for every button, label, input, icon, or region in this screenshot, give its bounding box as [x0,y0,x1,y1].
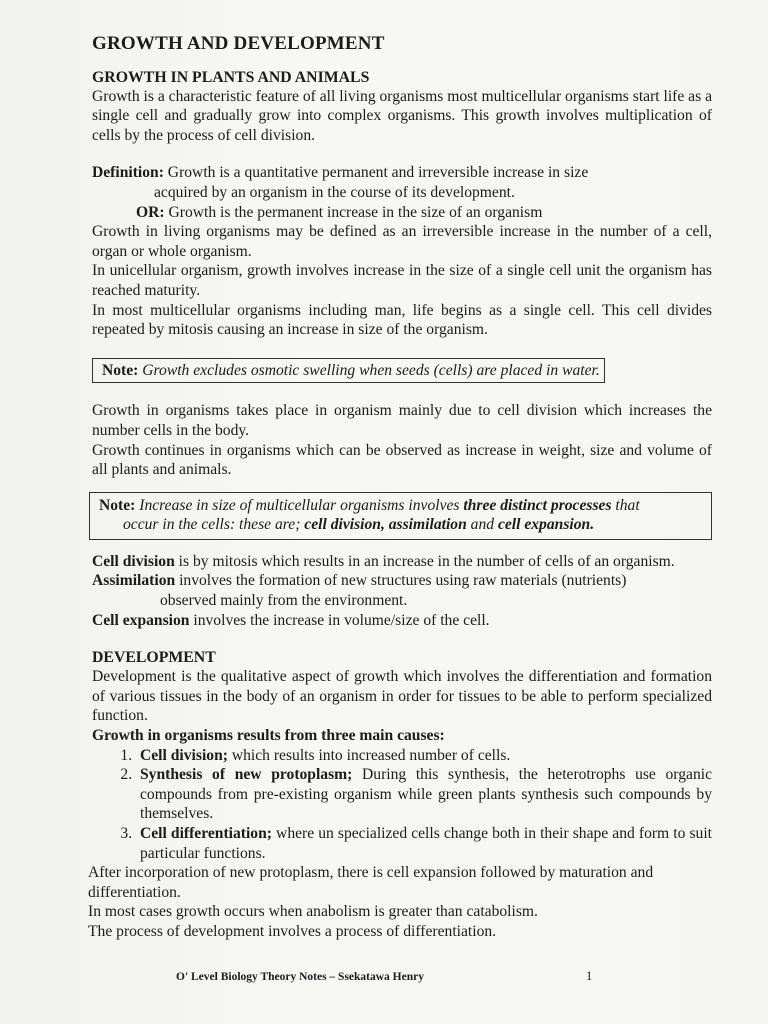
definition-continuation: acquired by an organism in the course of its development. [154,183,515,201]
note2-text-a: Increase in size of multicellular organisms involves [135,496,464,514]
paragraph-differentiation: The process of development involves a process of differentiation. [88,922,497,940]
note-label: Note: [102,361,139,379]
cause-label: Cell differentiation; [140,825,272,842]
note2-bold-c: cell expansion. [497,516,595,534]
intro-paragraph: Growth is a characteristic feature of all living organisms most multicellular organisms start life as a single cell and gradually grow into complex organisms. This growth involves multiplication of cells by the process of cell division. [92,87,712,144]
development-paragraph: Development is the qualitative aspect of growth which involves the differentiation and formation of various tissues in the body of an organism in order for tissues to be able to perform specialized function. [92,668,712,725]
paragraph-cell-division-growth: Growth in organisms takes place in organism mainly due to cell division which increases the number cells in the body. [92,402,712,439]
paragraph-unicellular: In unicellular organism, growth involves increase in the size of a single cell unit the organism has reached maturity. [92,262,712,299]
causes-heading [92,726,712,746]
paragraph-growth-continues: Growth continues in organisms which can be observed as increase in weight, size and volume of all plants and animals. [92,441,712,479]
note-box-osmotic [92,358,605,384]
definition-paragraph [92,163,712,183]
cell-expansion-label: Cell expansion [92,611,190,629]
cell-expansion-definition [92,611,712,631]
paragraph-maturation: After incorporation of new protoplasm, there is cell expansion followed by maturation and differentiation. [88,864,654,901]
paragraph-irreversible: Growth in living organisms may be defined as an irreversible increase in the number of a cell, organ or whole organism. [92,223,712,260]
note2-line2 [90,515,705,535]
note2-label: Note: [99,496,136,514]
list-item [136,765,712,824]
cell-division-definition [92,552,712,572]
or-text: Growth is the permanent increase in the size of an organism [164,203,543,221]
cause-label: Cell division; [140,746,228,764]
cause-text: During this synthesis, the heterotrophs use organic compounds from pre-existing organism while green plants synthesis such compounds by themselves. [140,766,712,823]
section-heading-development: DEVELOPMENT [92,649,216,667]
cause-text: where un specialized cells change both in their shape and form to suit particular functions. [140,825,712,862]
note2-bold-a: three distinct processes [463,496,612,514]
note2-text-c: and [466,516,498,534]
assimilation-text: involves the formation of new structures using raw materials (nutrients) [175,572,627,590]
note2-text-b: that [611,496,640,514]
list-item [136,824,712,863]
page-title: GROWTH AND DEVELOPMENT [92,33,385,54]
page-number: 1 [586,969,593,983]
paragraph-anabolism: In most cases growth occurs when anabolism is greater than catabolism. [88,903,538,921]
paragraph-multicellular: In most multicellular organisms including man, life begins as a single cell. This cell divides repeated by mitosis causing an increase in size of the organism. [92,301,712,339]
cell-division-label: Cell division [92,552,175,570]
note2-bold-b: cell division, assimilation [304,516,467,534]
assimilation-continuation: observed mainly from the environment. [160,592,408,610]
cause-text: which results into increased number of cells. [227,746,511,764]
definition-text: Growth is a quantitative permanent and irreversible increase in size [163,164,589,182]
or-definition [92,203,712,223]
cell-division-text: is by mitosis which results in an increase in the number of cells of an organism. [174,552,675,570]
cause-label: Synthesis of new protoplasm; [140,766,353,784]
note-text: Growth excludes osmotic swelling when seeds (cells) are placed in water. [138,361,600,379]
definition-label: Definition: [92,164,164,182]
note-box-processes [89,492,712,540]
causes-list [92,746,712,864]
footer-text: O' Level Biology Theory Notes – Ssekatawa Henry [176,971,424,983]
or-label: OR: [136,203,165,221]
assimilation-definition [92,571,712,591]
causes-heading-text: Growth in organisms results from three main causes: [92,727,445,745]
page-content [88,33,712,942]
note2-line1 [90,496,705,516]
assimilation-label: Assimilation [92,572,176,590]
note2-line2-a: occur in the cells: these are; [123,516,305,534]
section-heading-growth: GROWTH IN PLANTS AND ANIMALS [92,68,370,86]
cell-expansion-text: involves the increase in volume/size of the cell. [189,611,490,629]
list-item [136,746,712,766]
